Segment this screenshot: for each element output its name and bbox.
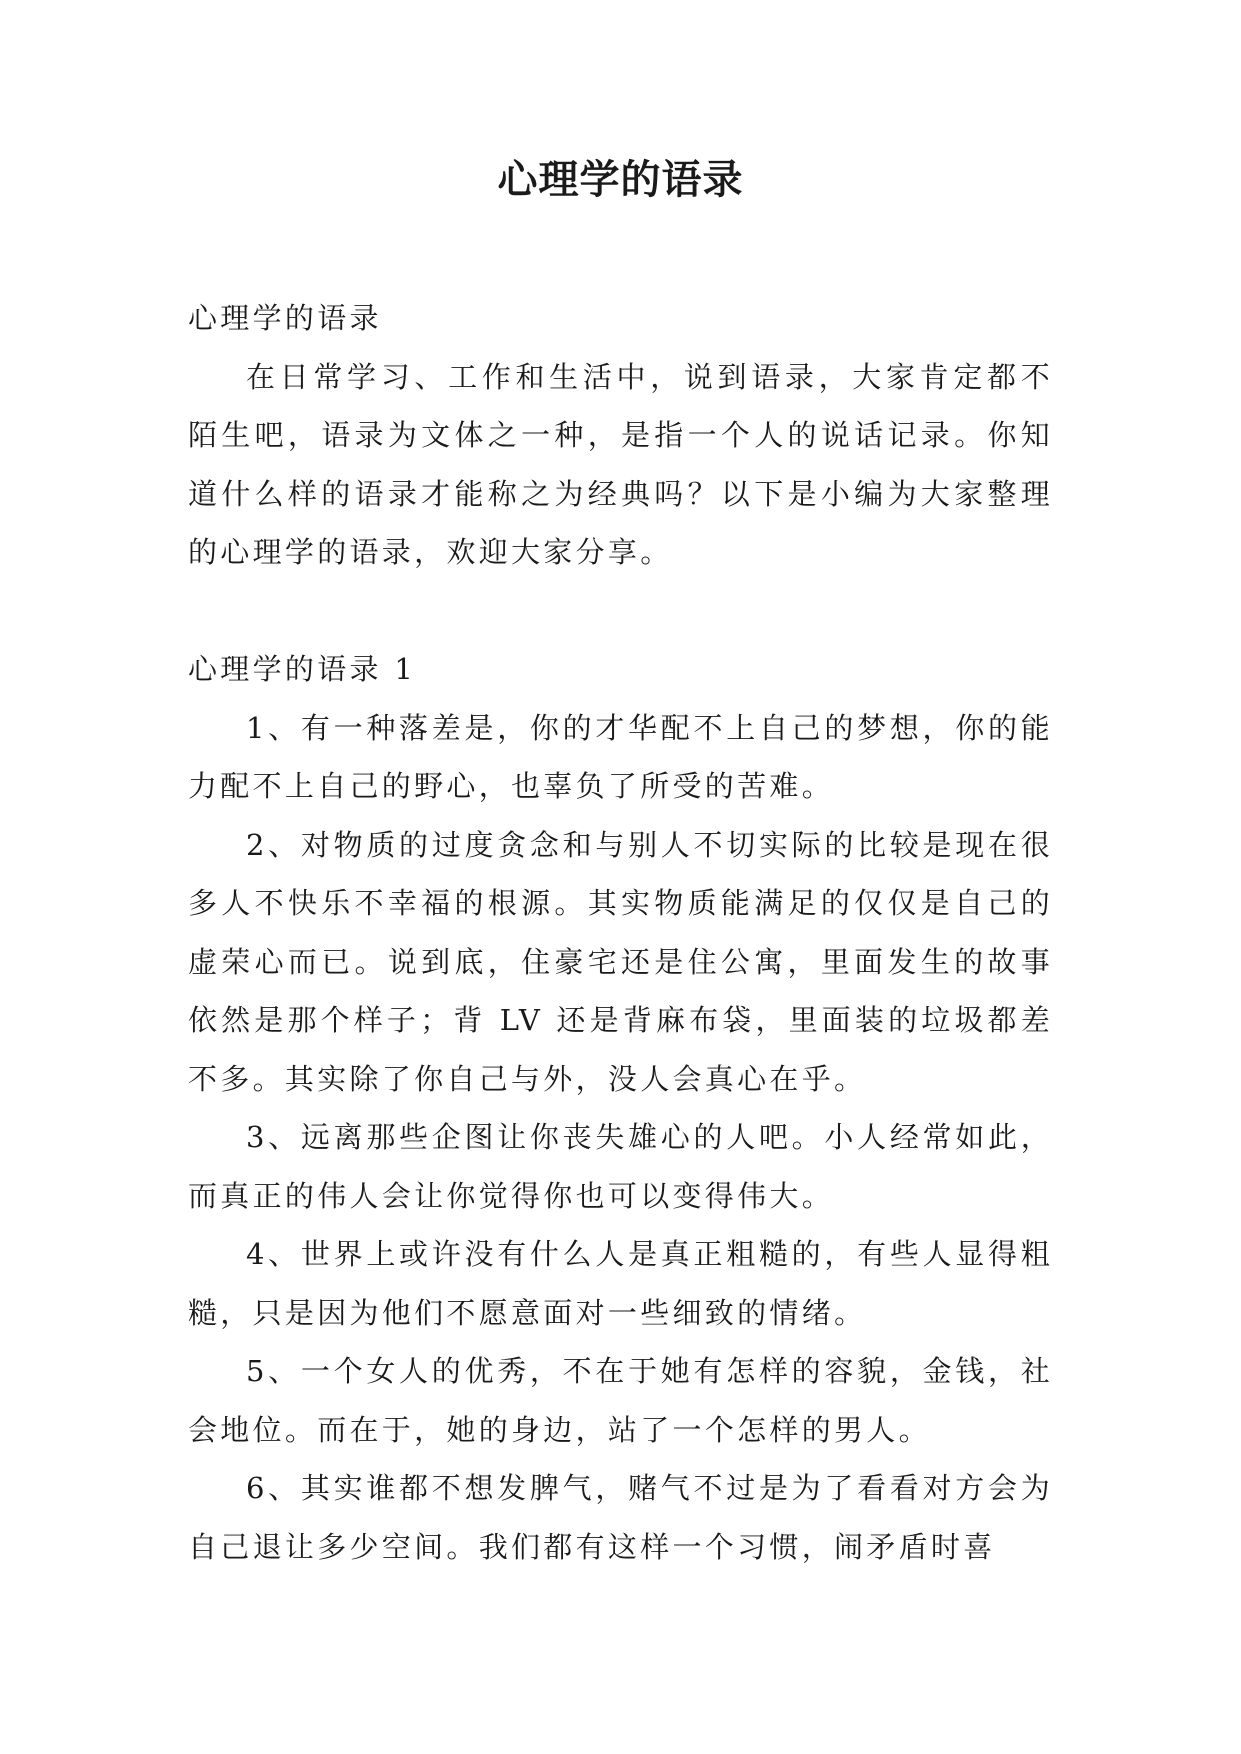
intro-paragraph: 在日常学习、工作和生活中，说到语录，大家肯定都不陌生吧，语录为文体之一种，是指一个人的说话记录。你知道什么样的语录才能称之为经典吗？以下是小编为大家整理的心理学的语录，欢迎大家分享。 bbox=[188, 359, 1053, 569]
quote-item-2: 2、对物质的过度贪念和与别人不切实际的比较是现在很多人不快乐不幸福的根源。其实物质能满足的仅仅是自己的虚荣心而已。说到底，住豪宅还是住公寓，里面发生的故事依然是那个样子；背 LV 还是背麻布袋，里面装的垃圾都差不多。其实除了你自己与外，没人会真心在乎。 bbox=[188, 827, 1053, 1096]
document-title: 心理学的语录 bbox=[497, 157, 744, 203]
quote-item-4: 4、世界上或许没有什么人是真正粗糙的，有些人显得粗糙，只是因为他们不愿意面对一些细致的情绪。 bbox=[188, 1237, 1053, 1330]
quote-item-5: 5、一个女人的优秀，不在于她有怎样的容貌，金钱，社会地位。而在于，她的身边，站了一个怎样的男人。 bbox=[188, 1354, 1053, 1447]
paragraph-spacer bbox=[188, 582, 1053, 641]
quote-item-1: 1、有一种落差是，你的才华配不上自己的梦想，你的能力配不上自己的野心，也辜负了所受的苦难。 bbox=[188, 710, 1053, 803]
document-body bbox=[188, 289, 1053, 1576]
section-heading: 心理学的语录 1 bbox=[188, 652, 417, 686]
subtitle: 心理学的语录 bbox=[188, 301, 382, 335]
quote-item-6: 6、其实谁都不想发脾气，赌气不过是为了看看对方会为自己退让多少空间。我们都有这样一个习惯，闹矛盾时喜 bbox=[188, 1471, 1053, 1564]
quote-item-3: 3、远离那些企图让你丧失雄心的人吧。小人经常如此，而真正的伟人会让你觉得你也可以变得伟大。 bbox=[188, 1120, 1053, 1213]
